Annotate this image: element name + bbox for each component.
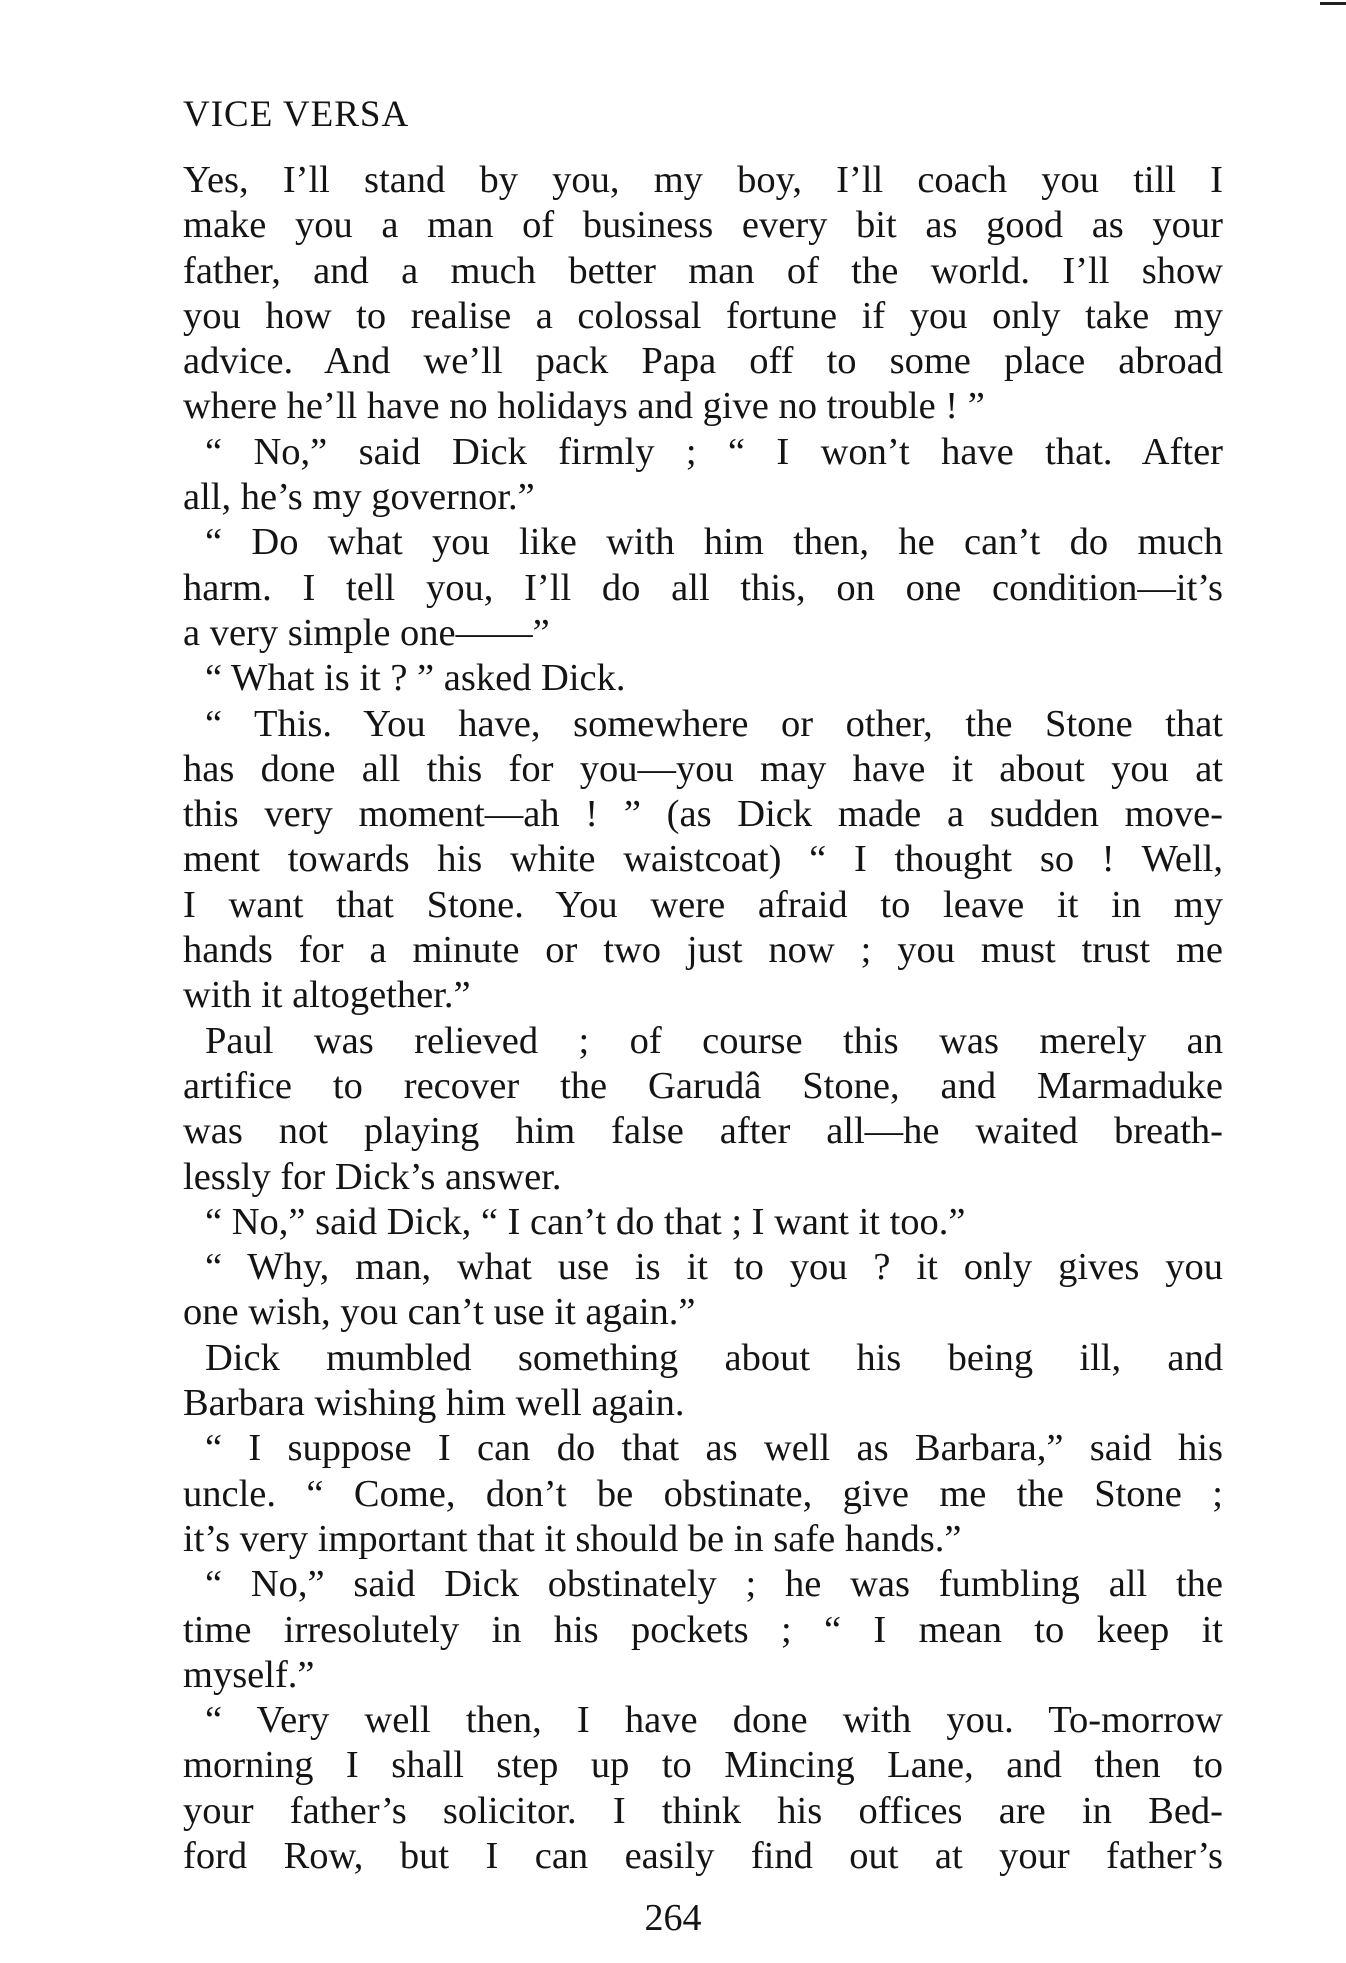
text-line: “ No,” said Dick obstinately ; he was fumbling all the bbox=[205, 1563, 1223, 1606]
text-line: this very moment—ah ! ” (as Dick made a sudden move- bbox=[183, 793, 1223, 836]
text-line: uncle. “ Come, don’t be obstinate, give me the Stone ; bbox=[183, 1472, 1223, 1515]
text-line: your father’s solicitor. I think his offices are in Bed- bbox=[183, 1789, 1223, 1832]
text-line: lessly for Dick’s answer. bbox=[183, 1155, 562, 1198]
text-line: was not playing him false after all—he waited breath- bbox=[183, 1110, 1223, 1153]
text-line: ford Row, but I can easily find out at your father’s bbox=[183, 1834, 1223, 1877]
text-line: “ No,” said Dick, “ I can’t do that ; I want it too.” bbox=[205, 1200, 966, 1243]
text-line: morning I shall step up to Mincing Lane, and then to bbox=[183, 1744, 1223, 1787]
text-line: “ I suppose I can do that as well as Barbara,” said his bbox=[205, 1427, 1223, 1470]
text-line: all, he’s my governor.” bbox=[183, 476, 535, 519]
text-line: “ Very well then, I have done with you. To-morrow bbox=[205, 1699, 1223, 1742]
running-head: VICE VERSA bbox=[183, 94, 410, 135]
text-line: advice. And we’ll pack Papa off to some place abroad bbox=[183, 340, 1223, 383]
body-text bbox=[183, 158, 1223, 1879]
text-line: Yes, I’ll stand by you, my boy, I’ll coach you till I bbox=[183, 159, 1223, 201]
text-line: you how to realise a colossal fortune if you only take my bbox=[183, 294, 1223, 337]
text-line: father, and a much better man of the world. I’ll show bbox=[183, 249, 1223, 292]
text-line: “ Do what you like with him then, he can’t do much bbox=[205, 521, 1223, 564]
text-line: where he’ll have no holidays and give no trouble ! ” bbox=[183, 385, 985, 428]
page-number: 264 bbox=[644, 1897, 702, 1939]
text-line: has done all this for you—you may have it about you at bbox=[183, 747, 1223, 790]
text-line: harm. I tell you, I’ll do all this, on one condition—it’s bbox=[183, 566, 1223, 609]
text-line: “ Why, man, what use is it to you ? it only gives you bbox=[205, 1246, 1223, 1289]
text-line: time irresolutely in his pockets ; “ I mean to keep it bbox=[183, 1608, 1223, 1651]
text-line: “ This. You have, somewhere or other, the Stone that bbox=[205, 702, 1223, 745]
scan-edge-mark bbox=[1320, 2, 1346, 5]
text-line: make you a man of business every bit as good as your bbox=[183, 204, 1223, 247]
text-line: a very simple one——” bbox=[183, 611, 550, 654]
text-line: myself.” bbox=[183, 1653, 315, 1696]
text-line: “ What is it ? ” asked Dick. bbox=[205, 657, 626, 700]
text-line: one wish, you can’t use it again.” bbox=[183, 1291, 696, 1334]
text-line: hands for a minute or two just now ; you must trust me bbox=[183, 929, 1223, 972]
text-line: ment towards his white waistcoat) “ I thought so ! Well, bbox=[183, 838, 1223, 881]
text-line: artifice to recover the Garudâ Stone, and Marmaduke bbox=[183, 1064, 1223, 1107]
text-line: with it altogether.” bbox=[183, 974, 471, 1017]
text-line: “ No,” said Dick firmly ; “ I won’t have that. After bbox=[205, 430, 1223, 473]
text-line: Barbara wishing him well again. bbox=[183, 1382, 685, 1425]
text-line: Paul was relieved ; of course this was merely an bbox=[205, 1019, 1223, 1062]
text-line: Dick mumbled something about his being ill, and bbox=[205, 1336, 1223, 1379]
text-line: it’s very important that it should be in safe hands.” bbox=[183, 1517, 962, 1560]
text-line: I want that Stone. You were afraid to leave it in my bbox=[183, 883, 1223, 926]
